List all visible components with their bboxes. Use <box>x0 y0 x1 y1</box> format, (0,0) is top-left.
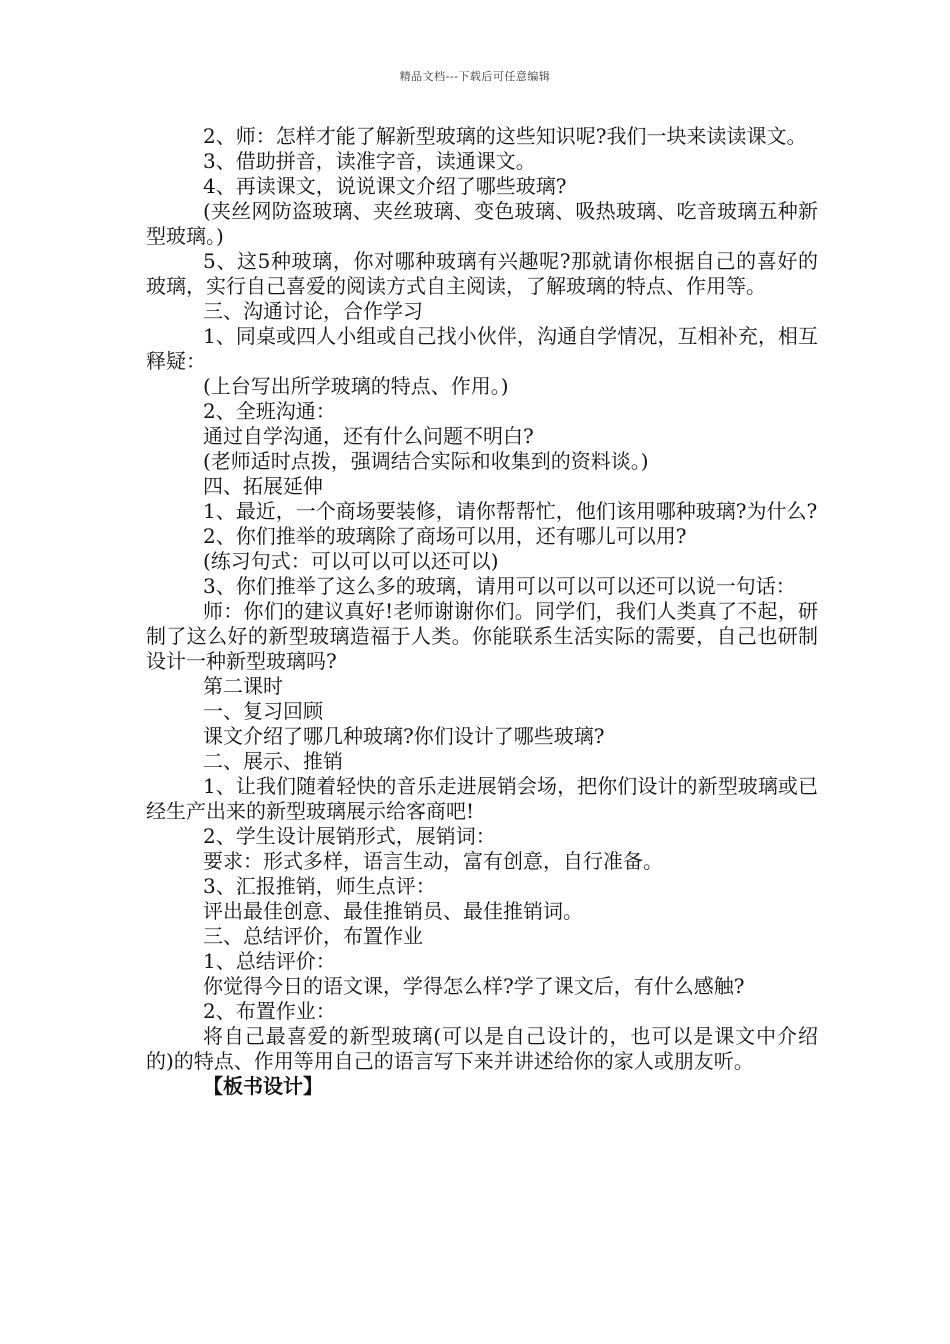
paragraph: 3、借助拼音，读准字音，读通课文。 <box>203 149 536 173</box>
paragraph: 2、全班沟通： <box>203 399 336 423</box>
page-header: 精品文档---下载后可任意编辑 <box>399 70 551 83</box>
paragraph: 你觉得今日的语文课，学得怎么样?学了课文后，有什么感触? <box>203 974 745 998</box>
paragraph: (夹丝网防盗玻璃、夹丝玻璃、变色玻璃、吸热玻璃、吃音玻璃五种新型玻璃。) <box>146 199 818 248</box>
paragraph: 评出最佳创意、最佳推销员、最佳推销词。 <box>203 899 583 923</box>
paragraph: (老师适时点拨，强调结合实际和收集到的资料谈。) <box>203 449 649 473</box>
document-body <box>146 124 818 1099</box>
paragraph: 1、让我们随着轻快的音乐走进展销会场，把你们设计的新型玻璃或已经生产出来的新型玻璃展示给客商吧! <box>146 774 818 823</box>
paragraph: 3、你们推举了这么多的玻璃，请用可以可以可以还可以说一句话： <box>203 574 796 598</box>
section-heading: 二、展示、推销 <box>203 749 343 773</box>
paragraph: 通过自学沟通，还有什么问题不明白? <box>203 424 534 448</box>
paragraph: 将自己最喜爱的新型玻璃(可以是自己设计的，也可以是课文中介绍的)的特点、作用等用自己的语言写下来并讲述给你的家人或朋友听。 <box>146 1024 818 1073</box>
section-heading: 一、复习回顾 <box>203 699 323 723</box>
paragraph: 要求：形式多样，语言生动，富有创意，自行准备。 <box>203 849 663 873</box>
paragraph: 1、总结评价： <box>203 949 336 973</box>
paragraph: 课文介绍了哪几种玻璃?你们设计了哪些玻璃? <box>203 724 605 748</box>
section-heading: 三、总结评价，布置作业 <box>203 924 423 948</box>
section-heading: 四、拓展延伸 <box>203 474 323 498</box>
paragraph: 1、最近，一个商场要装修，请你帮帮忙，他们该用哪种玻璃?为什么? <box>203 499 818 523</box>
board-design-heading: 【板书设计】 <box>203 1074 323 1098</box>
paragraph: 3、汇报推销，师生点评： <box>203 874 436 898</box>
paragraph: 2、学生设计展销形式，展销词： <box>203 824 496 848</box>
paragraph: 4、再读课文，说说课文介绍了哪些玻璃? <box>203 174 567 198</box>
section-heading: 三、沟通讨论，合作学习 <box>203 299 423 323</box>
paragraph: 2、布置作业： <box>203 999 336 1023</box>
paragraph: 师：你们的建议真好!老师谢谢你们。同学们，我们人类真了不起，研制了这么好的新型玻璃造福于人类。你能联系生活实际的需要，自己也研制设计一种新型玻璃吗? <box>146 599 818 673</box>
paragraph: 2、师：怎样才能了解新型玻璃的这些知识呢?我们一块来读读课文。 <box>203 124 807 148</box>
paragraph: 2、你们推举的玻璃除了商场可以用，还有哪儿可以用? <box>203 524 687 548</box>
section-heading: 第二课时 <box>203 674 283 698</box>
paragraph: (练习句式：可以可以可以还可以) <box>203 549 499 573</box>
paragraph: (上台写出所学玻璃的特点、作用。) <box>203 374 509 398</box>
paragraph: 1、同桌或四人小组或自己找小伙伴，沟通自学情况，互相补充，相互释疑： <box>146 324 818 373</box>
paragraph: 5、这5种玻璃，你对哪种玻璃有兴趣呢?那就请你根据自己的喜好的玻璃，实行自己喜爱的阅读方式自主阅读，了解玻璃的特点、作用等。 <box>146 249 818 298</box>
